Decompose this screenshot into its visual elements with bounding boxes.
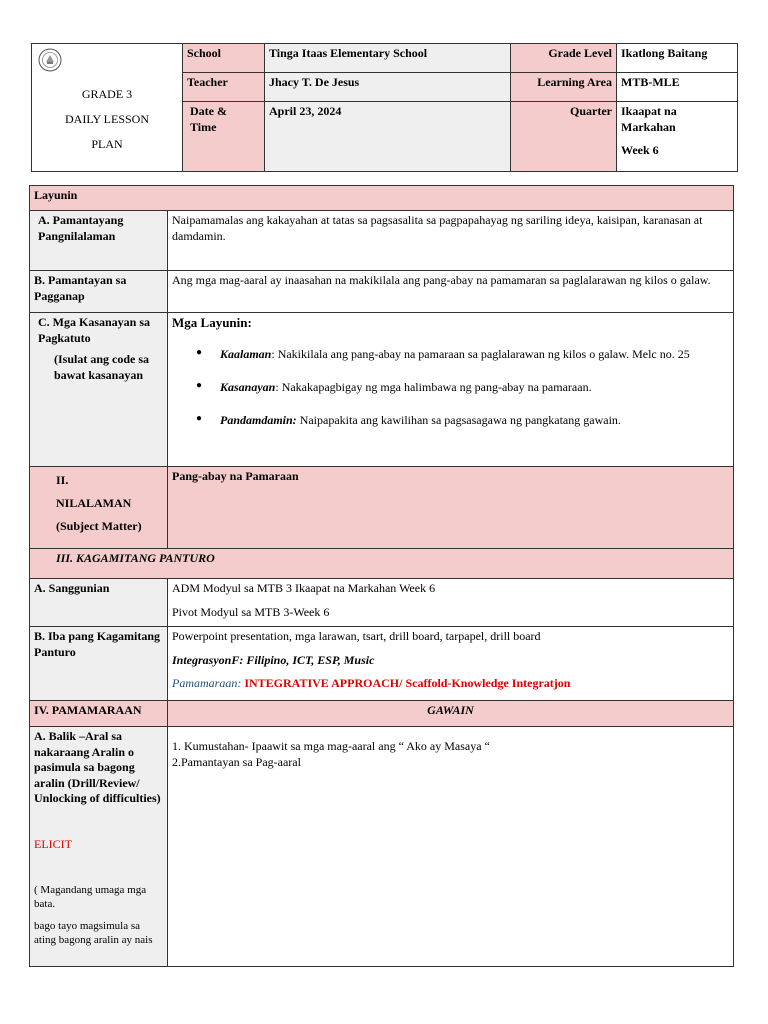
grade-level-label: Grade Level bbox=[511, 44, 617, 73]
kasanayan-label: C. Mga Kasanayan sa Pagkatuto bbox=[38, 315, 151, 345]
nilalaman-title: NILALAMAN bbox=[56, 495, 132, 510]
integrasyon-line: IntegrasyonF: Filipino, ICT, ESP, Music bbox=[172, 652, 375, 667]
sanggunian-cell bbox=[168, 579, 734, 627]
lesson-plan-table bbox=[29, 185, 734, 967]
school-label: School bbox=[183, 44, 265, 73]
iba-pang-kagamitan-cell bbox=[168, 627, 734, 701]
layunin-heading: Layunin bbox=[30, 186, 734, 211]
grade-title: GRADE 3 bbox=[81, 87, 133, 101]
kasanayan-note: (Isulat ang code sa bawat kasanayan bbox=[54, 352, 150, 382]
learning-area-label: Learning Area bbox=[511, 73, 617, 102]
materials-list: Powerpoint presentation, mga larawan, tsart, drill board, tarpapel, drill board bbox=[172, 629, 541, 643]
teacher-label: Teacher bbox=[183, 73, 265, 102]
sanggunian-line-1: ADM Modyul sa MTB 3 Ikaapat na Markahan Week 6 bbox=[172, 581, 436, 595]
teacher-note-1: ( Magandang umaga mga bata. bbox=[34, 883, 147, 910]
quarter-value: Ikaapat na Markahan bbox=[621, 104, 677, 134]
lesson-header-table bbox=[31, 43, 738, 172]
week-value: Week 6 bbox=[621, 143, 659, 158]
kasanayan-label-cell bbox=[30, 313, 168, 467]
objective-text: : Nakikilala ang pang-abay na pamaraan sa paglalarawan ng kilos o galaw. Melc no. 25 bbox=[271, 346, 690, 361]
teacher-value: Jhacy T. De Jesus bbox=[265, 73, 511, 102]
school-value: Tinga Itaas Elementary School bbox=[265, 44, 511, 73]
grade-level-value: Ikatlong Baitang bbox=[617, 44, 738, 73]
pamantayang-pangnilalaman-text: Naipamamalas ang kakayahan at tatas sa pagsasalita sa pagpapahayag ng sariling ideya, kaisipan, karanasan at damdamin. bbox=[168, 211, 734, 271]
kagamitan-heading: III. KAGAMITANG PANTURO bbox=[30, 549, 734, 579]
nilalaman-subtitle: (Subject Matter) bbox=[56, 518, 142, 533]
objectives-list bbox=[172, 344, 729, 431]
date-time-label: Date & Time bbox=[183, 102, 265, 172]
pamantayang-pangnilalaman-label: A. Pamantayang Pangnilalaman bbox=[30, 211, 168, 271]
nilalaman-label-cell bbox=[30, 467, 168, 549]
mga-layunin-heading: Mga Layunin: bbox=[172, 315, 252, 330]
pamamaraan-value: INTEGRATIVE APPROACH/ Scaffold-Knowledge Integratjon bbox=[241, 676, 571, 691]
objective-text: Naipapakita ang kawilihan sa pagsasagawa ng pangkatang gawain. bbox=[296, 412, 621, 427]
nilalaman-number: II. bbox=[56, 473, 69, 487]
objective-term: Kaalaman bbox=[220, 346, 272, 361]
objective-kaalaman bbox=[172, 344, 729, 365]
plan-title-line2: PLAN bbox=[91, 137, 123, 151]
objective-term: Kasanayan bbox=[220, 379, 276, 394]
elicit-label: ELICIT bbox=[34, 836, 72, 851]
pamamaraan-label: Pamamaraan: bbox=[172, 676, 242, 691]
iba-pang-kagamitan-label: B. Iba pang Kagamitang Panturo bbox=[30, 627, 168, 701]
pamantayan-pagganap-label: B. Pamantayan sa Pagganap bbox=[30, 271, 168, 313]
mga-layunin-cell bbox=[168, 313, 734, 467]
sanggunian-line-2: Pivot Modyul sa MTB 3-Week 6 bbox=[172, 604, 330, 619]
objective-kasanayan bbox=[172, 377, 729, 398]
quarter-week-cell bbox=[617, 102, 738, 172]
balik-aral-label: A. Balik –Aral sa nakaraang Aralin o pasimula sa bagong aralin (Drill/Review/ Unlocking of difficulties) bbox=[34, 729, 161, 806]
objective-text: : Nakakapagbigay ng mga halimbawa ng pang-abay na pamaraan. bbox=[275, 379, 592, 394]
plan-title-line1: DAILY LESSON bbox=[64, 112, 150, 126]
quarter-label: Quarter bbox=[511, 102, 617, 172]
pamamaraan-heading: IV. PAMAMARAAN bbox=[30, 701, 168, 727]
sanggunian-label: A. Sanggunian bbox=[30, 579, 168, 627]
learning-area-value: MTB-MLE bbox=[617, 73, 738, 102]
deped-seal-icon bbox=[38, 48, 62, 72]
balik-aral-label-cell bbox=[30, 727, 168, 967]
nilalaman-value: Pang-abay na Pamaraan bbox=[168, 467, 734, 549]
pamamaraan-line bbox=[172, 676, 729, 692]
activity-step-2: 2.Pamantayan sa Pag-aaral bbox=[172, 754, 301, 769]
teacher-note-2: bago tayo magsimula sa ating bagong aralin ay nais bbox=[34, 920, 153, 947]
objective-pandamdamin bbox=[172, 410, 729, 431]
objective-term: Pandamdamin: bbox=[220, 412, 297, 427]
pamantayan-pagganap-text: Ang mga mag-aaral ay inaasahan na makikilala ang pang-abay na pamamaran sa paglalarawan ng kilos o galaw. bbox=[168, 271, 734, 313]
gawain-heading: GAWAIN bbox=[168, 701, 734, 727]
date-value: April 23, 2024 bbox=[265, 102, 511, 172]
balik-aral-activity-cell bbox=[168, 727, 734, 967]
activity-step-1: 1. Kumustahan- Ipaawit sa mga mag-aaral ang “ Ako ay Masaya “ bbox=[172, 739, 490, 753]
school-logo-cell bbox=[32, 44, 183, 172]
